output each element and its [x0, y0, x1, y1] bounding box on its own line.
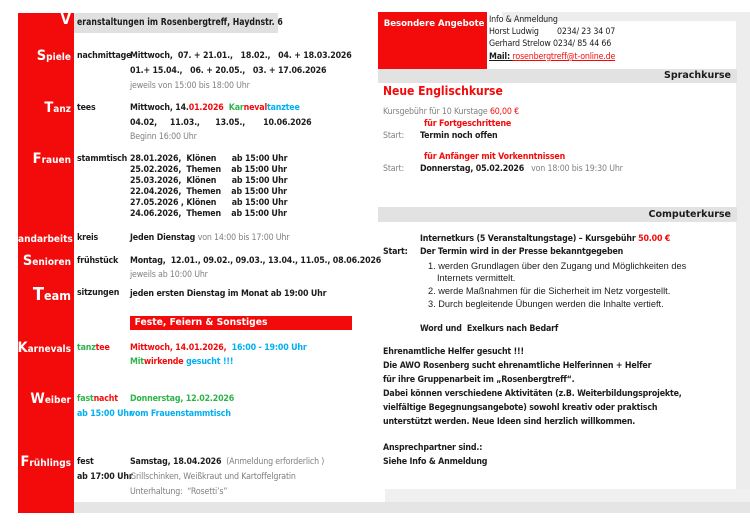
sidebar-label-initial: K	[17, 339, 28, 356]
sidebar-label-initial: T	[44, 99, 54, 116]
text-segment: kreis	[77, 233, 99, 243]
sidebar-label-frauen: Frauen	[32, 150, 71, 167]
text-segment: jeden ersten Dienstag im Monat ab 19:00 Uhr	[130, 289, 327, 299]
text-line	[489, 53, 615, 63]
text-line	[428, 287, 670, 297]
sidebar-label-fruehlings: Frühlings	[20, 453, 71, 470]
text-line	[130, 104, 300, 114]
sidebar-label-tanz: Tanz	[44, 99, 71, 116]
text-line	[77, 410, 133, 420]
text-segment: stammtisch	[77, 154, 128, 164]
text-line	[437, 274, 515, 284]
text-line	[130, 488, 227, 498]
text-segment: 0234/ 23 34 07	[557, 27, 616, 37]
sidebar-label-initial: S	[36, 47, 47, 64]
text-line	[130, 155, 287, 165]
text-line	[383, 444, 482, 454]
text-segment: Start:	[383, 247, 408, 257]
section-bar-sprachkurse	[378, 69, 737, 83]
right-margin-shading	[736, 12, 750, 513]
text-line	[420, 325, 558, 335]
text-segment: 01.2026	[188, 103, 224, 113]
text-line	[383, 390, 682, 400]
section-banner-label: Feste, Feiern & Sonstiges	[134, 317, 268, 328]
text-line	[130, 344, 307, 354]
text-segment: jeweils von 15:00 bis 18:00 Uhr	[130, 81, 250, 91]
text-segment: Unterhaltung: “Rosetti’s”	[130, 487, 228, 497]
text-segment: Donnerstag, 05.02.2026	[420, 164, 525, 174]
text-line	[130, 290, 326, 300]
text-line	[383, 418, 635, 428]
text-line	[130, 473, 296, 483]
text-segment: nachmittage	[77, 51, 132, 61]
text-segment: 2. werde Maßnahmen für die Sicherheit im Netz vorgestellt.	[428, 286, 671, 297]
text-line	[77, 289, 119, 299]
section-banner-feste	[130, 316, 352, 330]
sidebar-label-initial: F	[32, 150, 42, 167]
text-segment: Der Termin wird in der Presse bekanntgegeben	[420, 247, 624, 257]
text-line	[383, 108, 519, 118]
text-line	[424, 120, 511, 130]
text-segment: Internets vermittelt.	[437, 273, 516, 284]
text-segment: 27.05.2026 , Klönen ab 15:00 Uhr	[130, 198, 288, 208]
sidebar-label-initial: F	[20, 453, 30, 470]
text-line	[383, 165, 404, 175]
text-line	[428, 262, 686, 272]
text-segment: tee	[95, 343, 110, 353]
sidebar-label-initial: H	[7, 229, 19, 246]
text-segment: nacht	[93, 394, 118, 404]
text-segment: Internetkurs (5 Veranstaltungstage) – Kursgebühr	[420, 234, 639, 244]
text-segment: 16:00 - 19:00 Uhr	[231, 343, 307, 353]
text-line	[489, 28, 539, 38]
text-line	[383, 362, 651, 372]
text-line	[489, 40, 611, 50]
text-segment: Samstag, 18.04.2026	[130, 457, 224, 467]
text-segment: Beginn 16:00 Uhr	[130, 132, 197, 142]
text-line	[130, 410, 231, 420]
text-segment: Jeden Dienstag	[130, 233, 198, 243]
text-segment: 01.+ 15.04., 06. + 20.05., 03. + 17.06.2026	[130, 66, 327, 76]
text-line	[130, 119, 311, 129]
text-line	[383, 248, 408, 258]
text-line	[130, 234, 289, 244]
text-segment: Word und Exelkurs nach Bedarf	[420, 324, 559, 334]
text-segment: Mail:	[489, 52, 513, 62]
text-segment: Termin noch offen	[420, 131, 498, 141]
sidebar-label-team: Team	[32, 283, 71, 305]
text-line	[130, 67, 326, 77]
sidebar-label-initial: S	[22, 252, 33, 269]
text-line	[420, 132, 498, 142]
text-segment: unterstützt werden. Neue Ideen sind herzlich willkommen.	[383, 417, 636, 427]
text-line	[77, 473, 133, 483]
text-segment: 25.03.2026, Klönen ab 15:00 Uhr	[130, 176, 288, 186]
text-line	[130, 210, 287, 220]
text-segment: Die AWO Rosenberg sucht ehrenamtliche Helferinnen + Helfer	[383, 361, 652, 371]
text-line	[130, 177, 287, 187]
page-title: eranstaltungen im Rosenbergtreff, Haydnstr. 6	[77, 17, 283, 28]
sprachkurse-label: Sprachkurse	[664, 70, 731, 81]
text-segment: ab 15:00 Uhr	[77, 409, 133, 419]
email-link[interactable]: rosenbergtreff@t-online.de	[512, 52, 616, 62]
text-segment: gesucht !!!	[186, 357, 234, 367]
sidebar-label-senioren: Senioren	[22, 252, 71, 269]
text-line	[130, 133, 197, 143]
course-title: Neue Englischkurse	[383, 84, 503, 98]
text-line	[77, 234, 98, 244]
text-segment: 60,00 €	[489, 107, 519, 117]
text-segment: Grillschinken, Weißkraut und Kartoffelgratin	[130, 472, 296, 482]
text-line	[130, 188, 287, 198]
text-segment: frühstück	[77, 256, 119, 266]
text-line	[77, 104, 96, 114]
text-line	[420, 165, 623, 175]
text-line	[428, 300, 664, 310]
sidebar-label-handarbeits: Handarbeits	[7, 229, 73, 246]
text-segment: Info & Anmeldung	[489, 15, 558, 25]
text-segment: Gerhard Strelow 0234/ 85 44 66	[489, 39, 612, 49]
text-line	[77, 395, 118, 405]
section-bar-computerkurse	[378, 207, 737, 222]
text-segment: Mit	[130, 357, 144, 367]
text-line	[130, 82, 250, 92]
computerkurse-label: Computerkurse	[648, 209, 731, 220]
text-segment: Start:	[383, 164, 404, 174]
text-line	[130, 458, 324, 468]
sidebar-label-weiber: Weiber	[30, 390, 71, 407]
text-segment: tanztee	[267, 103, 300, 113]
text-segment: (Anmeldung erforderlich )	[223, 457, 325, 467]
sidebar-label-initial: T	[32, 283, 45, 305]
text-line	[130, 395, 234, 405]
besondere-angebote-label: Besondere Angebote	[383, 19, 485, 29]
bottom-bar	[74, 502, 750, 513]
text-segment: Donnerstag, 12.02.2026	[130, 394, 235, 404]
text-line	[130, 199, 287, 209]
text-segment: Mittwoch, 14.	[130, 103, 189, 113]
text-line	[424, 153, 565, 163]
text-segment: Dabei können verschiedene Aktivitäten (z.B. Weiterbildungsprojekte,	[383, 389, 682, 399]
text-segment: vielfältige Begegnungsangebote) sowohl kreativ oder praktisch	[383, 403, 658, 413]
text-segment: ab 17:00 Uhr	[77, 472, 133, 482]
text-line	[420, 248, 623, 258]
text-line	[130, 358, 233, 368]
text-segment: vom Frauenstammtisch	[130, 409, 231, 419]
text-line	[383, 376, 574, 386]
text-segment: 04.02, 11.03., 13.05., 10.06.2026	[130, 118, 312, 128]
text-line	[383, 404, 657, 414]
sidebar-label-karnevals: Karnevals	[17, 339, 71, 356]
sidebar-label-initial: W	[30, 390, 45, 407]
text-segment: für Fortgeschrittene	[424, 119, 512, 129]
text-segment: Mittwoch, 07. + 21.01., 18.02., 04. + 18.03.2026	[130, 51, 352, 61]
text-segment: 22.04.2026, Themen ab 15:00 Uhr	[130, 187, 287, 197]
text-segment: Kar	[223, 103, 244, 113]
text-line	[77, 52, 131, 62]
text-segment: Mittwoch, 14.01.2026,	[130, 343, 232, 353]
text-line	[77, 458, 94, 468]
text-line	[77, 155, 127, 165]
sidebar-label-spiele: Spiele	[36, 47, 71, 64]
text-segment: von 14:00 bis 17:00 Uhr	[197, 233, 290, 243]
text-line	[130, 271, 208, 281]
text-line	[383, 458, 487, 468]
text-segment: Ehrenamtliche Helfer gesucht !!!	[383, 347, 524, 357]
text-segment: Montag, 12.01., 09.02., 09.03., 13.04., 11.05., 08.06.2026	[130, 256, 382, 266]
text-segment: Kursgebühr für 10 Kurstage	[383, 107, 490, 117]
text-segment: von 18:00 bis 19:30 Uhr	[524, 164, 623, 174]
text-segment: für Anfänger mit Vorkenntnissen	[424, 152, 566, 162]
text-segment: Horst Ludwig	[489, 27, 539, 37]
text-segment: jeweils ab 10:00 Uhr	[130, 270, 208, 280]
text-line	[130, 52, 352, 62]
text-line	[489, 16, 558, 26]
text-segment: neval	[243, 103, 268, 113]
text-segment: tanz	[77, 343, 96, 353]
text-segment: wirkende	[143, 357, 187, 367]
text-segment: 28.01.2026, Klönen ab 15:00 Uhr	[130, 154, 288, 164]
text-line	[557, 28, 615, 38]
text-line	[77, 257, 118, 267]
text-segment: Ansprechpartner sind.:	[383, 443, 483, 453]
text-segment: Start:	[383, 131, 404, 141]
text-line	[77, 344, 110, 354]
text-segment: 3. Durch begleitende Übungen werden die Inhalte vertieft.	[428, 299, 664, 310]
bottom-right-shading	[385, 489, 750, 502]
text-line	[383, 348, 524, 358]
text-line	[383, 132, 404, 142]
besondere-angebote-box	[378, 12, 487, 69]
text-segment: 25.02.2026, Themen ab 15:00 Uhr	[130, 165, 287, 175]
text-line	[130, 166, 287, 176]
page-title-initial: V	[60, 10, 71, 28]
text-segment: 1. werden Grundlagen über den Zugang und Möglichkeiten des	[428, 261, 687, 272]
text-segment: tees	[77, 103, 96, 113]
text-line	[420, 235, 670, 245]
text-segment: fest	[77, 457, 94, 467]
text-segment: fast	[77, 394, 94, 404]
text-segment: sitzungen	[77, 288, 120, 298]
text-line	[130, 257, 381, 267]
text-segment: 50.00 €	[638, 234, 671, 244]
text-segment: für ihre Gruppenarbeit im „Rosenbergtreff“.	[383, 375, 575, 385]
text-segment: Siehe Info & Anmeldung	[383, 457, 488, 467]
text-segment: 24.06.2026, Themen ab 15:00 Uhr	[130, 209, 287, 219]
